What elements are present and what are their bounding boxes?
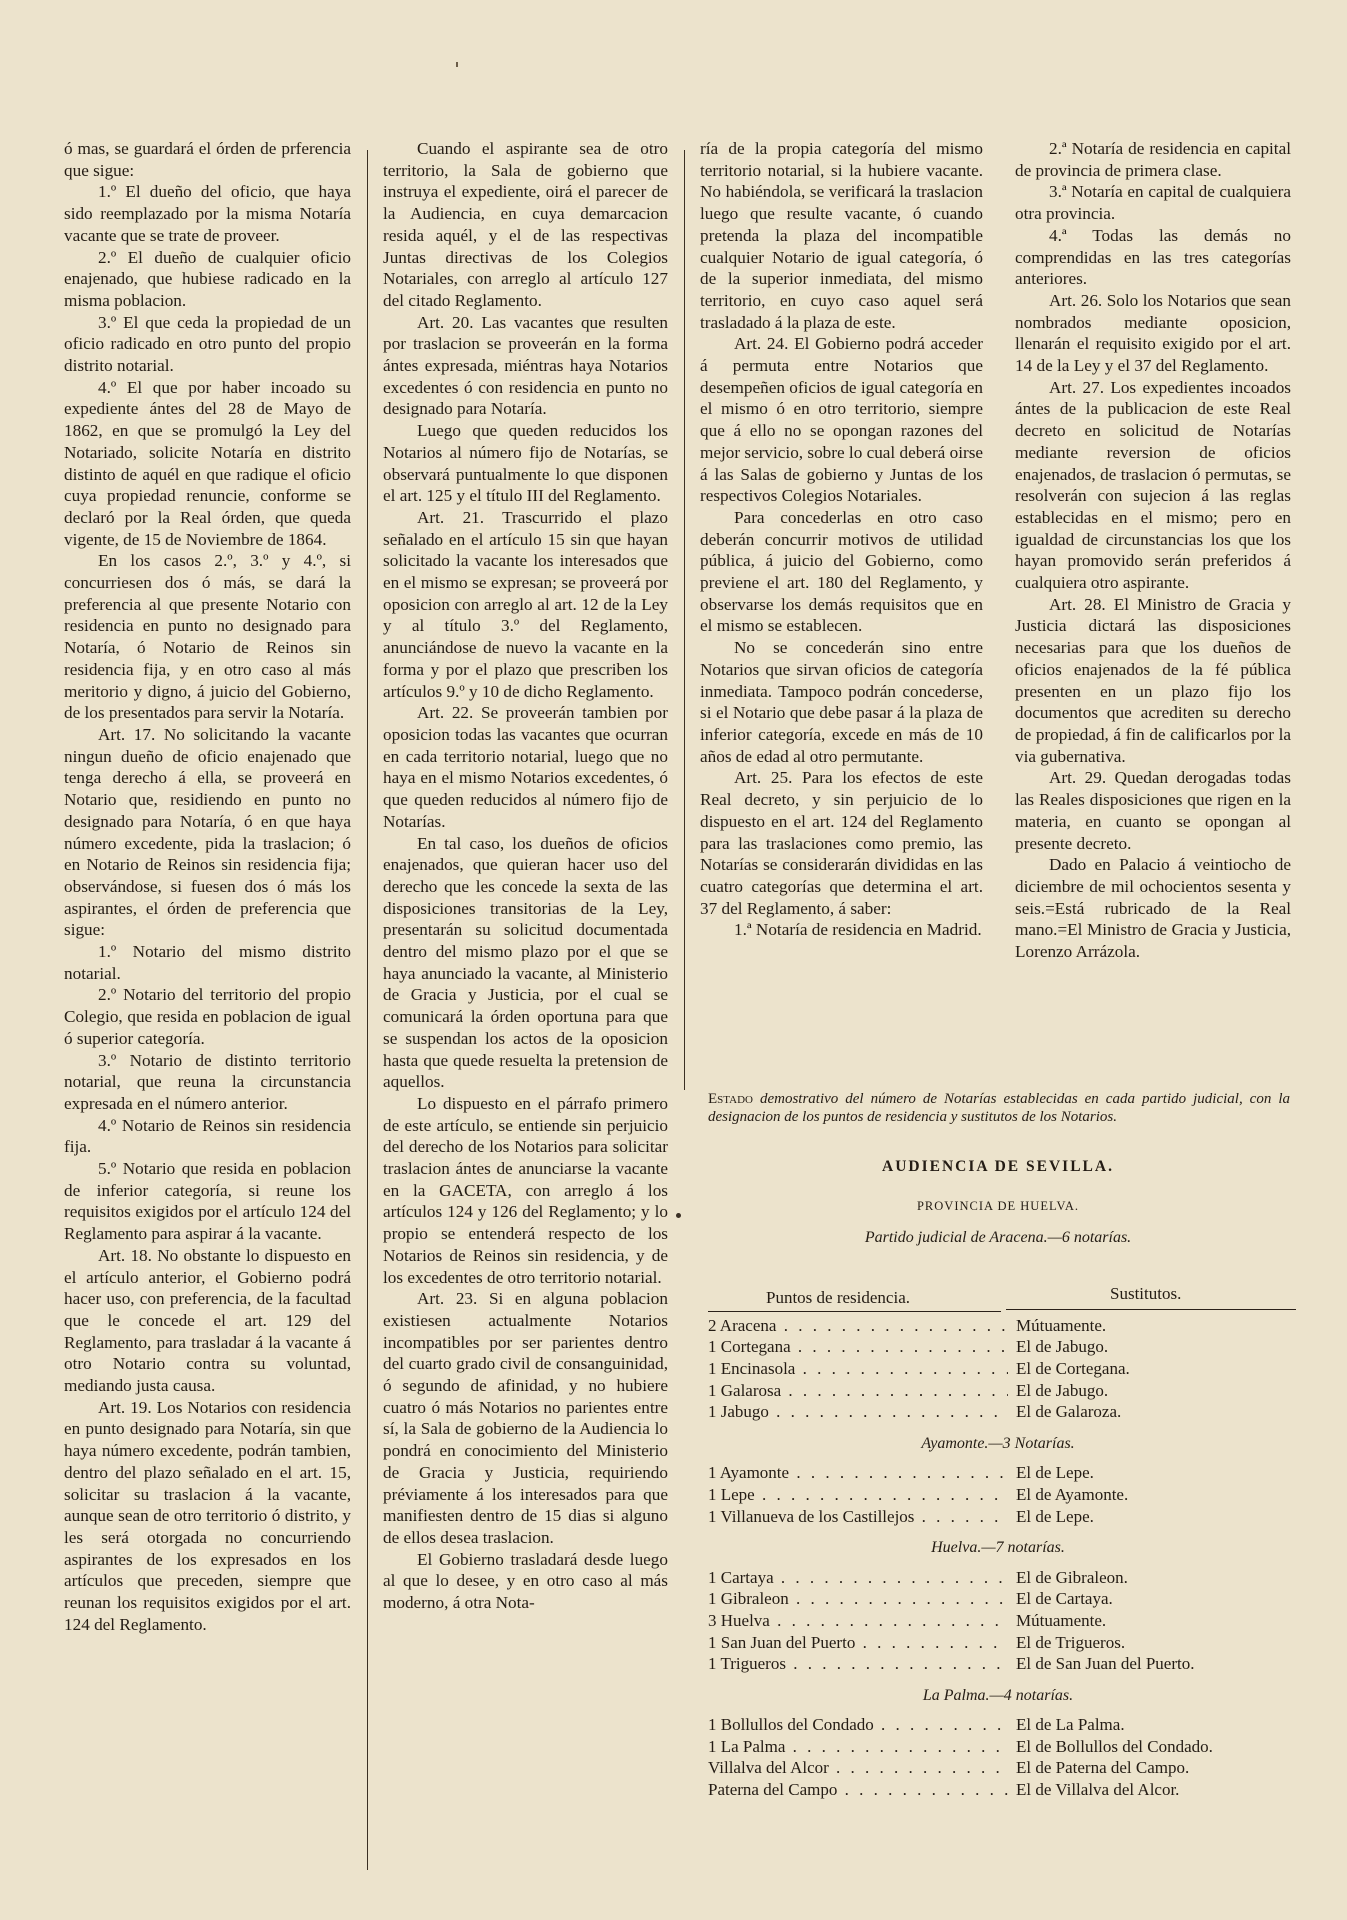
paragraph: No se concederán sino entre Notarios que sirvan oficios de categoría inmediata. Tampoco podrán concederse, si el Notario que debe pasar á la plaza de inferior categoría, excede en más de 10 años de edad al otro permutante. (700, 638, 983, 766)
header-underline-right (1006, 1309, 1296, 1310)
sustituto-cell: El de Ayamonte. (1016, 1484, 1129, 1504)
paragraph: Art. 22. Se proveerán tambien por oposicion todas las vacantes que ocurran en cada territorio notarial, luego que no haya en el mismo Notarios excedentes, ó que queden reducidos al número fijo de Notarías. (383, 703, 668, 831)
header-underline-left (708, 1311, 1001, 1312)
paragraph: En tal caso, los dueños de oficios enajenados, que quieran hacer uso del derecho que les concede la sexta de las disposiciones transitorias de la Ley, presentarán su solicitud documentada dentro del mismo plazo por el que se haya anunciado la vacante, al Ministerio de Gracia y Justicia, por el cual se comunicará la órden oportuna para que se suspendan los actos de la oposicion hasta que quede resuelta la pretension de aquellos. (383, 833, 668, 1092)
paragraph: 1.ª Notaría de residencia en Madrid. (734, 920, 982, 940)
paragraph: 4.ª Todas las demás no comprendidas en las tres categorías anteriores. (1015, 225, 1291, 289)
residencia-cell: 1 Encinasola . . . (702, 1358, 1008, 1380)
sustituto-cell: El de Jabugo. (1016, 1380, 1109, 1400)
partido-title: La Palma.—4 notarías. (922, 1686, 1074, 1704)
table-row (702, 1736, 1294, 1758)
table-row (702, 1401, 1294, 1423)
sustituto-cell: El de Galaroza. (1016, 1402, 1122, 1422)
column-rule-1 (367, 150, 368, 1870)
paragraph: En los casos 2.º, 3.º y 4.º, si concurriesen dos ó más, se dará la preferencia al que presente Notario con residencia en punto no designado para Notaría, ó Notario de Reinos sin residencia fija, y en otro caso al más meritorio y digno, á juicio del Gobierno, de los presentados para servir la Notaría. (64, 551, 351, 723)
table-row (702, 1484, 1294, 1506)
sustituto-cell: El de San Juan del Puerto. (1016, 1654, 1195, 1674)
sustituto-cell: El de Lepe. (1016, 1463, 1094, 1483)
sustituto-cell: Mútuamente. (1016, 1610, 1107, 1630)
table-row (702, 1632, 1294, 1654)
residencia-cell: 2 Aracena . . . (702, 1315, 1008, 1337)
residencia-cell: 1 Galarosa . . . (702, 1380, 1008, 1402)
table-row (702, 1315, 1294, 1337)
paragraph: 2.ª Notaría de residencia en capital de provincia de primera clase. (1015, 139, 1291, 180)
paragraph: Art. 19. Los Notarios con residencia en punto designado para Notaría, sin que haya número excedente, podrán tambien, dentro del plazo señalado en el art. 15, solicitar su traslacion á la vacante, aunque sean de otro territorio ó distrito, y les será otorgada no concurriendo aspirantes de los expresados en los artículos que preceden, siempre que reunan los requisitos exigidos por el art. 124 del Reglamento. (64, 1397, 351, 1634)
residencia-cell: Villalva del Alcor . . . (702, 1757, 1008, 1779)
column-rule-2 (684, 150, 685, 1090)
partido-groups (702, 1315, 1294, 1801)
table-row (702, 1567, 1294, 1589)
partido-group (702, 1537, 1294, 1675)
paragraph: Art. 23. Si en alguna poblacion existiesen actualmente Notarios incompatibles por ser parientes dentro del cuarto grado civil de consanguinidad, ó segundo de afinidad, y no hubiere cuatro ó más Notarios no parientes entre sí, la Sala de gobierno de la Audiencia lo pondrá en conocimiento del Ministerio de Gracia y Justicia, requiriendo préviamente á los interesados para que manifiesten dentro de 15 dias si alguno de ellos desea traslacion. (383, 1289, 668, 1547)
paragraph: 2.º Notario del territorio del propio Colegio, que resida en poblacion de igual ó superior categoría. (64, 985, 351, 1048)
paragraph: Dado en Palacio á veintiocho de diciembre de mil ochocientos sesenta y seis.=Está rubricado de la Real mano.=El Ministro de Gracia y Justicia, Lorenzo Arrázola. (1015, 855, 1291, 962)
table-row (702, 1588, 1294, 1610)
sustituto-cell: El de Paterna del Campo. (1016, 1758, 1190, 1778)
table-row (702, 1462, 1294, 1484)
paragraph: Art. 28. El Ministro de Gracia y Justicia dictará las disposiciones necesarias para que los dueños de oficios enajenados de la fé pública presenten en un plazo fijo los documentos que acrediten su derecho de propiedad, á fin de calificarlos por la via gubernativa. (1015, 594, 1291, 766)
table-row (702, 1653, 1294, 1675)
paragraph: Art. 17. No solicitando la vacante ningun dueño de oficio enajenado que tenga derecho á ella, se proveerá en Notario que, residiendo en punto no designado para Notaría, ó en que haya número excedente, pida la traslacion; ó en Notario de Reinos sin residencia fija; observándose, si fuesen dos ó más los aspirantes, el órden de preferencia que sigue: (64, 724, 351, 940)
paragraph: 3.º Notario de distinto territorio notarial, que reuna la circunstancia expresada en el número anterior. (64, 1050, 351, 1113)
sustituto-cell: El de Gibraleon. (1016, 1567, 1128, 1587)
residencia-cell: 1 Gibraleon . . . (702, 1588, 1008, 1610)
text-column-2 (383, 138, 668, 1614)
paragraph: 5.º Notario que resida en poblacion de inferior categoría, si reune los requisitos exigidos por el artículo 124 del Reglamento para aspirar á la vacante. (64, 1159, 351, 1244)
sustituto-cell: El de Villalva del Alcor. (1016, 1780, 1180, 1800)
text-column-1 (64, 138, 351, 1636)
partido-title: Huelva.—7 notarías. (931, 1539, 1065, 1557)
table-row (702, 1506, 1294, 1528)
residencia-cell: 1 Bollullos del Condado . . . (702, 1714, 1008, 1736)
header-sustitutos: Sustitutos. (1110, 1283, 1182, 1303)
paragraph: ó mas, se guardará el órden de prferencia que sigue: (64, 139, 351, 180)
print-dot (676, 1213, 681, 1218)
text-column-4 (1015, 138, 1291, 963)
sustituto-cell: El de Trigueros. (1016, 1632, 1126, 1652)
paragraph: 3.ª Notaría en capital de cualquiera otra provincia. (1015, 182, 1291, 224)
paragraph: Art. 21. Trascurrido el plazo señalado en el artículo 15 sin que hayan solicitado la vacante los interesados que en el mismo se expresan; se proveerá por oposicion con arreglo al art. 12 de la Ley y al título 3.º del Reglamento, anunciándose de nuevo la vacante en la forma y por el plazo que prescriben los artículos 9.º y 10 de dicho Reglamento. (383, 507, 668, 701)
partido-group (702, 1433, 1294, 1527)
provincia-heading: PROVINCIA DE HUELVA. (916, 1198, 1080, 1213)
paragraph: Para concederlas en otro caso deberán concurrir motivos de utilidad pública, á juicio del Gobierno, como previene el art. 180 del Reglamento, y observarse los demás requisitos que en el mismo se establecen. (700, 507, 983, 636)
table-row (702, 1380, 1294, 1402)
paragraph: Art. 29. Quedan derogadas todas las Reales disposiciones que rigen en la materia, en cuanto se opongan al presente decreto. (1015, 768, 1291, 853)
residencia-cell: 1 La Palma . . . (702, 1736, 1008, 1758)
paragraph: Lo dispuesto en el párrafo primero de este artículo, se entiende sin perjuicio del derecho de los Notarios para solicitar traslacion ántes de anunciarse la vacante en la GACETA, con arreglo á los artículos 124 y 126 del Reglamento; y lo propio se entenderá respecto de los Notarios de Reinos sin residencia, y de los excedentes de otro territorio notarial. (383, 1093, 668, 1287)
sustituto-cell: Mútuamente. (1016, 1315, 1107, 1335)
text-column-3 (700, 138, 983, 941)
paragraph: Art. 25. Para los efectos de este Real decreto, y sin perjuicio de lo dispuesto en el art. 124 del Reglamento para las traslaciones como premio, las Notarías se considerarán divididas en las cuatro categorías que determina el art. 37 del Reglamento, á saber: (700, 768, 983, 918)
paragraph: 4.º El que por haber incoado su expediente ántes del 28 de Mayo de 1862, en que se promulgó la Ley del Notariado, solicite Notaría en distrito distinto de aquél en que radique el oficio cuya propiedad renuncie, conforme se declaró por la Real órden, que queda vigente, de 15 de Noviembre de 1864. (64, 377, 351, 549)
residencia-cell: 3 Huelva . . . (702, 1610, 1008, 1632)
estado-lead: Estado (708, 1091, 753, 1107)
paragraph: Art. 24. El Gobierno podrá acceder á permuta entre Notarios que desempeñen oficios de igual categoría en el mismo ó en otro territorio, siempre que á ello no se opongan razones del mejor servicio, sobre lo cual deberá oirse á las Salas de gobierno y Juntas de los respectivos Colegios Notariales. (700, 334, 984, 506)
estado-caption (708, 1090, 1290, 1126)
residencia-cell: 1 Lepe . . . (702, 1484, 1008, 1506)
paragraph: 3.º El que ceda la propiedad de un oficio radicado en otro punto del propio distrito notarial. (64, 312, 351, 376)
paragraph: Art. 20. Las vacantes que resulten por traslacion se proveerán en la forma ántes expresada, miéntras haya Notarios excedentes ó con residencia en punto no designado para Notaría. (383, 312, 668, 419)
residencia-cell: 1 Cartaya . . . (702, 1567, 1008, 1589)
paragraph: Art. 18. No obstante lo dispuesto en el artículo anterior, el Gobierno podrá hacer uso, con preferencia, de la facultad que le concede el art. 129 del Reglamento, para trasladar á la vacante á otro Notario contra su voluntad, mediando justa causa. (64, 1245, 351, 1396)
paragraph: Cuando el aspirante sea de otro territorio, la Sala de gobierno que instruya el expediente, oirá el parecer de la Audiencia, en cuya demarcacion resida aquél, y el de las respectivas Juntas directivas de los Colegios Notariales, con arreglo al artículo 127 del citado Reglamento. (383, 139, 668, 310)
table-row (702, 1714, 1294, 1736)
paragraph: 2.º El dueño de cualquier oficio enajenado, que hubiese radicado en la misma poblacion. (64, 247, 351, 310)
print-speck (456, 62, 458, 67)
paragraph: 1.º El dueño del oficio, que haya sido reemplazado por la misma Notaría vacante que se trate de proveer. (64, 182, 351, 245)
sustituto-cell: El de Bollullos del Condado. (1016, 1736, 1213, 1756)
sustituto-cell: El de Jabugo. (1016, 1337, 1109, 1357)
paragraph: Luego que queden reducidos los Notarios al número fijo de Notarías, se observará puntualmente lo que disponen el art. 125 y el título III del Reglamento. (383, 421, 668, 506)
sustituto-cell: El de Cortegana. (1016, 1358, 1130, 1378)
table-row (702, 1336, 1294, 1358)
sustituto-cell: El de Lepe. (1016, 1506, 1094, 1526)
paragraph: ría de la propia categoría del mismo territorio notarial, si la hubiere vacante. No habiéndola, se verificará la traslacion luego que resulte vacante, ó cuando pretenda la plaza del incompatible cualquier Notario de igual categoría, ó de la superior inmediata, del mismo territorio, en cuyo caso aquel será trasladado á la plaza de este. (700, 139, 983, 332)
table-row (702, 1358, 1294, 1380)
paragraph: Art. 27. Los expedientes incoados ántes de la publicacion de este Real decreto en solicitud de Notarías mediante reversion de oficios enajenados, de traslacion ó permutas, se resolverán con sujecion á las reglas establecidas en el mismo; pero en igualdad de circunstancias los que los hayan promovido serán preferidos á cualquiera otro aspirante. (1015, 377, 1291, 593)
estado-text: demostrativo del número de Notarías establecidas en cada partido judicial, con la designacion de los puntos de residencia y sustitutos de los Notarios. (708, 1091, 1291, 1125)
residencia-cell: 1 Trigueros . . . (702, 1653, 1008, 1675)
header-puntos: Puntos de residencia. (766, 1287, 910, 1307)
partido-title: Partido judicial de Aracena.—6 notarías. (864, 1229, 1132, 1247)
audiencia-heading: AUDIENCIA DE SEVILLA. (882, 1158, 1114, 1175)
partido-title: Ayamonte.—3 Notarías. (921, 1434, 1075, 1452)
residencia-cell: Paterna del Campo . . . (702, 1779, 1008, 1801)
residencia-cell: 1 San Juan del Puerto . . . (702, 1632, 1008, 1654)
sustituto-cell: El de Cartaya. (1016, 1589, 1113, 1609)
table-row (702, 1610, 1294, 1632)
table-row (702, 1757, 1294, 1779)
paragraph: Art. 26. Solo los Notarios que sean nombrados mediante oposicion, llenarán el requisito exigido por el art. 14 de la Ley y el 37 del Reglamento. (1015, 290, 1291, 376)
table-headers (702, 1277, 1294, 1315)
sustituto-cell: El de La Palma. (1016, 1715, 1125, 1735)
residencia-cell: 1 Villanueva de los Castillejos . . . (702, 1506, 1008, 1528)
table-row (702, 1779, 1294, 1801)
paragraph: 1.º Notario del mismo distrito notarial. (64, 942, 351, 983)
paragraph: El Gobierno trasladará desde luego al que lo desee, y en otro caso al más moderno, á otra Nota- (383, 1549, 668, 1613)
paragraph: 4.º Notario de Reinos sin residencia fija. (64, 1115, 351, 1157)
partido-group (702, 1315, 1294, 1423)
notarias-table-section (702, 1090, 1294, 1801)
residencia-cell: 1 Jabugo . . . (702, 1401, 1008, 1423)
partido-group (702, 1685, 1294, 1801)
residencia-cell: 1 Ayamonte . . . (702, 1462, 1008, 1484)
residencia-cell: 1 Cortegana . . . (702, 1336, 1008, 1358)
